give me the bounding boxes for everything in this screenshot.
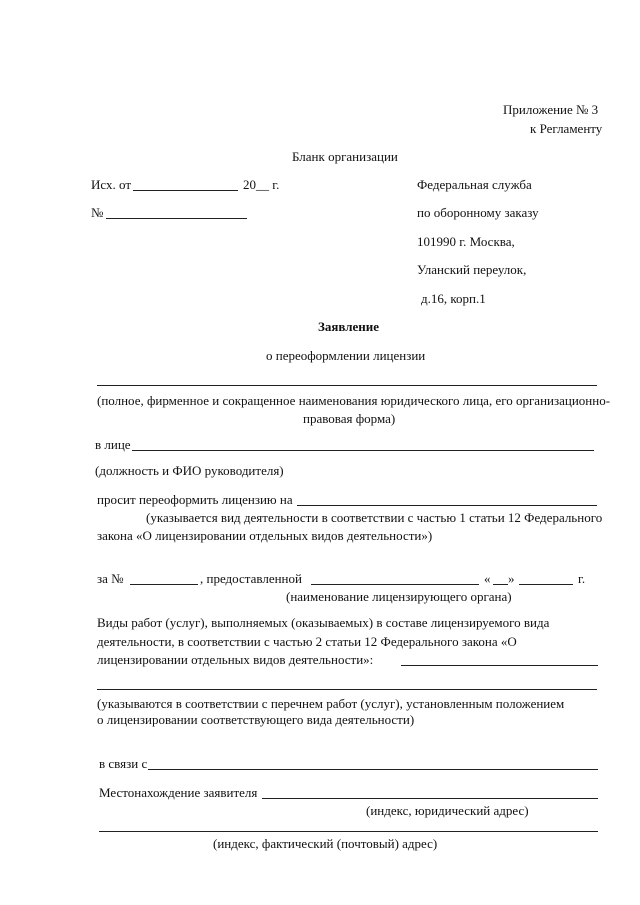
license-number-label: за № [97,571,124,586]
licensing-authority-line [311,584,479,585]
document-subtitle: о переоформлении лицензии [266,348,426,363]
year-suffix: г. [578,571,586,586]
outgoing-ref-label: Исх. от [91,177,131,192]
actual-address-line [99,831,598,832]
works-line-1 [401,665,598,666]
quote-open: « [484,571,491,586]
authority-note: (наименование лицензирующего органа) [286,589,512,604]
month-line [519,584,573,585]
outgoing-year-label: 20__ г. [243,177,280,192]
addressee-line-1: Федеральная служба [417,177,532,192]
person-line [132,450,594,451]
works-text-2: деятельности, в соответствии с частью 2 статьи 12 Федерального закона «О [97,634,517,649]
works-line-2 [97,689,597,690]
issued-label: , предоставленной [200,571,302,586]
reason-line [148,769,598,770]
outgoing-number-label: № [91,205,104,220]
entity-name-line [97,385,597,386]
actual-address-note: (индекс, фактический (почтовый) адрес) [213,836,438,851]
day-line [493,584,508,585]
legal-address-line [262,798,598,799]
request-note-1: (указывается вид деятельности в соответствии с частью 1 статьи 12 Федерального [146,510,603,525]
person-note: (должность и ФИО руководителя) [95,463,284,478]
outgoing-number-line [106,218,247,219]
appendix-number: Приложение № 3 [503,102,599,117]
org-blank-label: Бланк организации [292,149,398,164]
outgoing-date-line [133,190,238,191]
addressee-line-3: 101990 г. Москва, [417,234,515,249]
quote-close: » [508,571,515,586]
location-label: Местонахождение заявителя [99,785,258,800]
document-title: Заявление [318,319,380,334]
entity-name-note-1: (полное, фирменное и сокращенное наименования юридического лица, его организационно- [97,393,611,408]
works-note-2: о лицензировании соответствующего вида деятельности) [97,712,415,727]
addressee-line-2: по оборонному заказу [417,205,539,220]
reason-label: в связи с [99,756,148,771]
license-number-line [130,584,198,585]
request-label: просит переоформить лицензию на [97,492,293,507]
works-text-1: Виды работ (услуг), выполняемых (оказываемых) в составе лицензируемого вида [97,615,550,630]
request-note-2: закона «О лицензировании отдельных видов деятельности») [97,528,433,543]
appendix-regulation: к Регламенту [530,121,603,136]
addressee-line-4: Уланский переулок, [417,262,527,277]
request-line [297,505,597,506]
works-note-1: (указываются в соответствии с перечнем работ (услуг), установленным положением [97,696,565,711]
addressee-line-5: д.16, корп.1 [421,291,486,306]
entity-name-note-2: правовая форма) [303,411,396,426]
works-text-3: лицензировании отдельных видов деятельности»: [97,652,374,667]
legal-address-note: (индекс, юридический адрес) [366,803,529,818]
person-label: в лице [95,437,131,452]
